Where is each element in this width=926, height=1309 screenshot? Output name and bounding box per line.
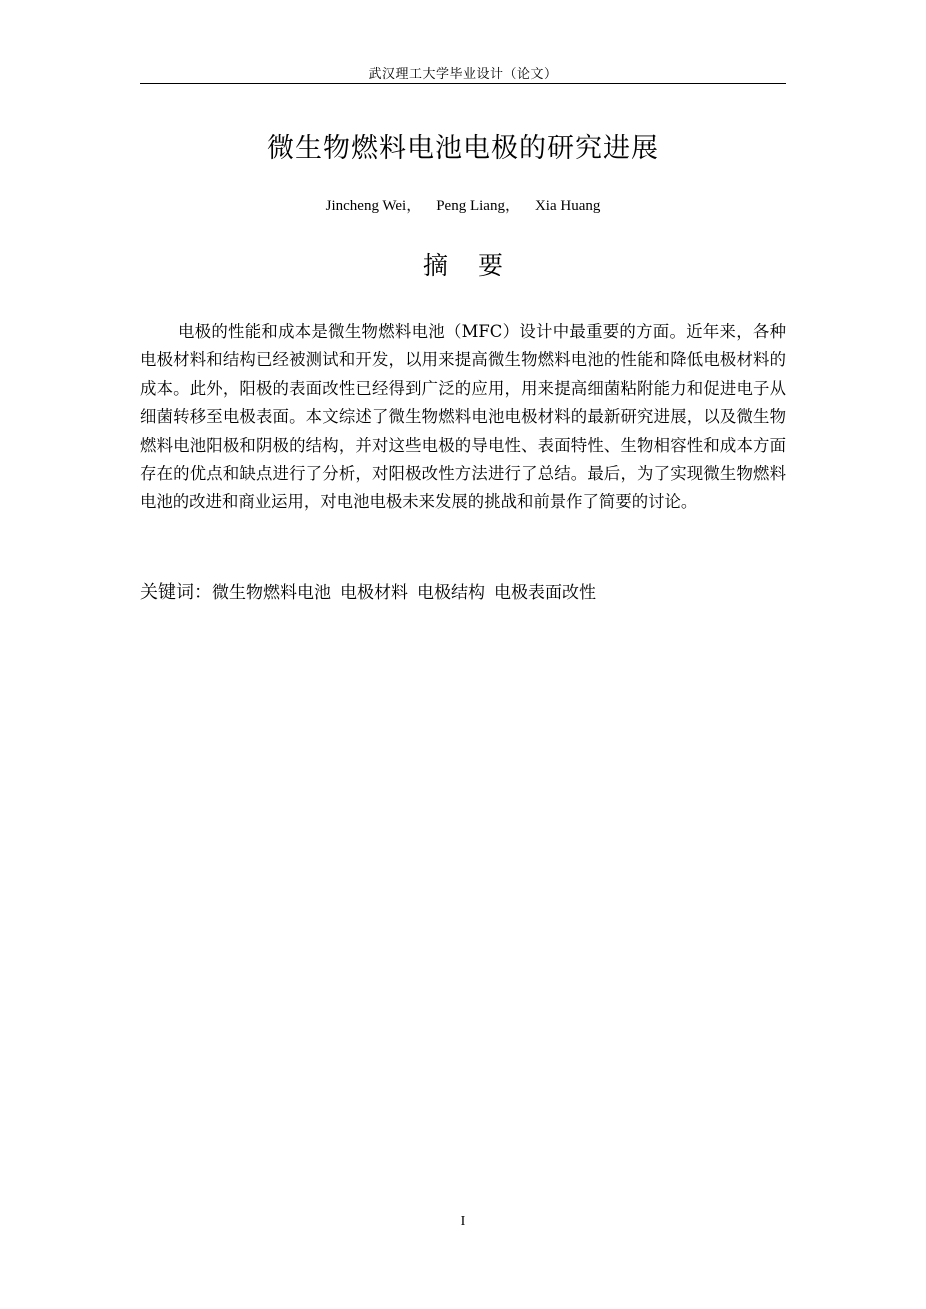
author-list <box>140 196 786 216</box>
keyword-item: 电极表面改性 <box>494 583 596 603</box>
author-name: Peng Liang， <box>436 198 520 214</box>
running-header: 武汉理工大学毕业设计（论文） <box>368 67 558 82</box>
abstract-body: 电极的性能和成本是微生物燃料电池（MFC）设计中最重要的方面。近年来，各种电极材料和结构已经被测试和开发，以用来提高微生物燃料电池的性能和降低电极材料的成本。此外，阳极的表面改性已经得到广泛的应用，用来提高细菌粘附能力和促进电子从细菌转移至电极表面。本文综述了微生物燃料电池电极材料的最新研究进展，以及微生物燃料电池阳极和阴极的结构，并对这些电极的导电性、表面特性、生物相容性和成本方面存在的优点和缺点进行了分析，对阳极改性方法进行了总结。最后，为了实现微生物燃料电池的改进和商业运用，对电池电极未来发展的挑战和前景作了简要的讨论。 <box>140 322 786 512</box>
author-name: Jincheng Wei， <box>325 198 422 214</box>
abstract-heading: 摘要 <box>422 251 533 280</box>
page-number: I <box>460 1214 466 1229</box>
header-divider <box>140 83 786 84</box>
paper-title: 微生物燃料电池电极的研究进展 <box>267 133 659 164</box>
keywords-line <box>140 578 786 608</box>
keyword-item: 电极结构 <box>417 583 485 603</box>
keyword-item: 电极材料 <box>340 583 408 603</box>
keywords-label: 关键词： <box>140 582 212 603</box>
author-name: Xia Huang <box>534 198 601 214</box>
keyword-item: 微生物燃料电池 <box>212 583 331 603</box>
